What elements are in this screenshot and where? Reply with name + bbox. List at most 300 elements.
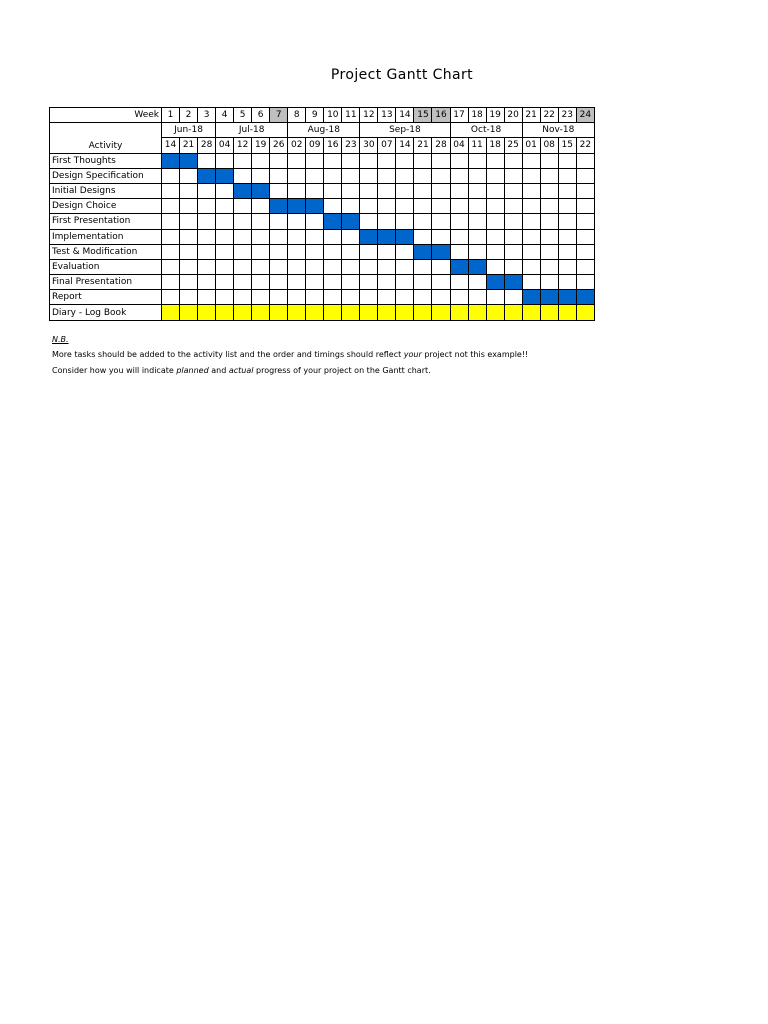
schedule-cell-evaluation-week-12	[360, 259, 378, 274]
month-nov-18: Nov-18	[522, 123, 594, 138]
schedule-cell-initial-designs-week-12	[360, 183, 378, 198]
gantt-bar-diary-log-book-week-22	[540, 305, 558, 320]
schedule-cell-final-presentation-week-24	[576, 275, 594, 290]
schedule-cell-design-specification-week-16	[432, 168, 450, 183]
schedule-cell-final-presentation-week-16	[432, 275, 450, 290]
schedule-cell-implementation-week-2	[180, 229, 198, 244]
chart-title: Project Gantt Chart	[330, 67, 474, 83]
gantt-bar-design-choice-week-7	[270, 199, 288, 214]
schedule-cell-first-thoughts-week-11	[342, 153, 360, 168]
schedule-cell-first-presentation-week-19	[486, 214, 504, 229]
activity-name-report: Report	[50, 290, 162, 305]
week-date-23: 15	[558, 138, 576, 153]
schedule-cell-final-presentation-week-17	[450, 275, 468, 290]
schedule-cell-design-specification-week-18	[468, 168, 486, 183]
week-number-5: 5	[234, 108, 252, 123]
week-date-14: 14	[396, 138, 414, 153]
schedule-cell-first-presentation-week-8	[288, 214, 306, 229]
schedule-cell-design-specification-week-21	[522, 168, 540, 183]
gantt-bar-final-presentation-week-19	[486, 275, 504, 290]
schedule-cell-evaluation-week-8	[288, 259, 306, 274]
schedule-cell-evaluation-week-9	[306, 259, 324, 274]
gantt-bar-diary-log-book-week-7	[270, 305, 288, 320]
schedule-cell-design-choice-week-20	[504, 199, 522, 214]
week-number-24: 24	[576, 108, 594, 123]
schedule-cell-final-presentation-week-1	[162, 275, 180, 290]
schedule-cell-first-thoughts-week-20	[504, 153, 522, 168]
week-number-1: 1	[162, 108, 180, 123]
schedule-cell-first-thoughts-week-8	[288, 153, 306, 168]
schedule-cell-first-presentation-week-4	[216, 214, 234, 229]
week-number-15: 15	[414, 108, 432, 123]
month-jun-18: Jun-18	[162, 123, 216, 138]
schedule-cell-first-thoughts-week-6	[252, 153, 270, 168]
schedule-cell-implementation-week-17	[450, 229, 468, 244]
schedule-cell-first-thoughts-week-19	[486, 153, 504, 168]
week-date-9: 09	[306, 138, 324, 153]
schedule-cell-report-week-11	[342, 290, 360, 305]
schedule-cell-first-presentation-week-15	[414, 214, 432, 229]
schedule-cell-first-presentation-week-12	[360, 214, 378, 229]
schedule-cell-final-presentation-week-15	[414, 275, 432, 290]
schedule-cell-first-presentation-week-23	[558, 214, 576, 229]
schedule-cell-first-thoughts-week-17	[450, 153, 468, 168]
schedule-cell-first-thoughts-week-4	[216, 153, 234, 168]
week-date-13: 07	[378, 138, 396, 153]
week-number-11: 11	[342, 108, 360, 123]
schedule-cell-test-modification-week-14	[396, 244, 414, 259]
note-emphasis: actual	[228, 366, 254, 375]
schedule-cell-design-specification-week-1	[162, 168, 180, 183]
schedule-cell-evaluation-week-13	[378, 259, 396, 274]
schedule-cell-test-modification-week-6	[252, 244, 270, 259]
schedule-cell-design-choice-week-23	[558, 199, 576, 214]
activity-name-design-choice: Design Choice	[50, 199, 162, 214]
schedule-cell-implementation-week-20	[504, 229, 522, 244]
week-date-6: 19	[252, 138, 270, 153]
schedule-cell-first-presentation-week-17	[450, 214, 468, 229]
schedule-cell-implementation-week-22	[540, 229, 558, 244]
schedule-cell-design-choice-week-14	[396, 199, 414, 214]
schedule-cell-final-presentation-week-2	[180, 275, 198, 290]
schedule-cell-test-modification-week-3	[198, 244, 216, 259]
schedule-cell-initial-designs-week-22	[540, 183, 558, 198]
schedule-cell-design-specification-week-13	[378, 168, 396, 183]
schedule-cell-evaluation-week-19	[486, 259, 504, 274]
month-aug-18: Aug-18	[288, 123, 360, 138]
note-line-1	[52, 350, 528, 360]
schedule-cell-report-week-4	[216, 290, 234, 305]
gantt-bar-evaluation-week-17	[450, 259, 468, 274]
schedule-cell-design-specification-week-15	[414, 168, 432, 183]
week-date-18: 11	[468, 138, 486, 153]
activity-row-first-presentation	[50, 214, 595, 229]
schedule-cell-evaluation-week-2	[180, 259, 198, 274]
schedule-cell-test-modification-week-5	[234, 244, 252, 259]
month-oct-18: Oct-18	[450, 123, 522, 138]
schedule-cell-implementation-week-10	[324, 229, 342, 244]
schedule-cell-evaluation-week-23	[558, 259, 576, 274]
schedule-cell-first-presentation-week-5	[234, 214, 252, 229]
schedule-cell-initial-designs-week-9	[306, 183, 324, 198]
activity-row-diary-log-book	[50, 305, 595, 320]
gantt-bar-diary-log-book-week-2	[180, 305, 198, 320]
activity-row-design-choice	[50, 199, 595, 214]
schedule-cell-report-week-6	[252, 290, 270, 305]
activity-name-evaluation: Evaluation	[50, 259, 162, 274]
gantt-bar-final-presentation-week-20	[504, 275, 522, 290]
schedule-cell-report-week-10	[324, 290, 342, 305]
gantt-bar-first-thoughts-week-2	[180, 153, 198, 168]
activity-name-test-modification: Test & Modification	[50, 244, 162, 259]
week-number-18: 18	[468, 108, 486, 123]
gantt-bar-diary-log-book-week-6	[252, 305, 270, 320]
schedule-cell-implementation-week-1	[162, 229, 180, 244]
schedule-cell-first-thoughts-week-23	[558, 153, 576, 168]
activity-name-final-presentation: Final Presentation	[50, 275, 162, 290]
gantt-bar-design-specification-week-3	[198, 168, 216, 183]
schedule-cell-test-modification-week-18	[468, 244, 486, 259]
schedule-cell-implementation-week-24	[576, 229, 594, 244]
schedule-cell-first-thoughts-week-16	[432, 153, 450, 168]
schedule-cell-report-week-20	[504, 290, 522, 305]
schedule-cell-final-presentation-week-22	[540, 275, 558, 290]
schedule-cell-test-modification-week-4	[216, 244, 234, 259]
gantt-bar-design-specification-week-4	[216, 168, 234, 183]
schedule-cell-first-thoughts-week-12	[360, 153, 378, 168]
activity-row-final-presentation	[50, 275, 595, 290]
gantt-bar-diary-log-book-week-16	[432, 305, 450, 320]
week-date-17: 04	[450, 138, 468, 153]
week-number-19: 19	[486, 108, 504, 123]
week-date-16: 28	[432, 138, 450, 153]
gantt-bar-diary-log-book-week-9	[306, 305, 324, 320]
schedule-cell-implementation-week-15	[414, 229, 432, 244]
gantt-bar-diary-log-book-week-4	[216, 305, 234, 320]
schedule-cell-first-thoughts-week-14	[396, 153, 414, 168]
schedule-cell-test-modification-week-9	[306, 244, 324, 259]
schedule-cell-initial-designs-week-8	[288, 183, 306, 198]
schedule-cell-report-week-2	[180, 290, 198, 305]
week-number-20: 20	[504, 108, 522, 123]
week-number-21: 21	[522, 108, 540, 123]
week-number-8: 8	[288, 108, 306, 123]
week-number-16: 16	[432, 108, 450, 123]
schedule-cell-design-choice-week-12	[360, 199, 378, 214]
month-header-row	[50, 123, 595, 138]
schedule-cell-first-thoughts-week-21	[522, 153, 540, 168]
schedule-cell-implementation-week-23	[558, 229, 576, 244]
schedule-cell-evaluation-week-4	[216, 259, 234, 274]
schedule-cell-design-specification-week-23	[558, 168, 576, 183]
gantt-bar-report-week-21	[522, 290, 540, 305]
schedule-cell-evaluation-week-7	[270, 259, 288, 274]
gantt-bar-diary-log-book-week-14	[396, 305, 414, 320]
gantt-bar-diary-log-book-week-24	[576, 305, 594, 320]
schedule-cell-design-choice-week-6	[252, 199, 270, 214]
schedule-cell-test-modification-week-23	[558, 244, 576, 259]
schedule-cell-design-choice-week-13	[378, 199, 396, 214]
week-number-10: 10	[324, 108, 342, 123]
schedule-cell-initial-designs-week-1	[162, 183, 180, 198]
activity-row-report	[50, 290, 595, 305]
gantt-bar-diary-log-book-week-12	[360, 305, 378, 320]
schedule-cell-final-presentation-week-6	[252, 275, 270, 290]
schedule-cell-final-presentation-week-21	[522, 275, 540, 290]
schedule-cell-design-choice-week-17	[450, 199, 468, 214]
schedule-cell-design-choice-week-24	[576, 199, 594, 214]
schedule-cell-implementation-week-16	[432, 229, 450, 244]
week-date-10: 16	[324, 138, 342, 153]
week-date-8: 02	[288, 138, 306, 153]
gantt-bar-initial-designs-week-5	[234, 183, 252, 198]
schedule-cell-report-week-3	[198, 290, 216, 305]
schedule-cell-evaluation-week-22	[540, 259, 558, 274]
week-date-5: 12	[234, 138, 252, 153]
schedule-cell-first-presentation-week-21	[522, 214, 540, 229]
week-date-11: 23	[342, 138, 360, 153]
schedule-cell-design-specification-week-6	[252, 168, 270, 183]
gantt-bar-diary-log-book-week-18	[468, 305, 486, 320]
gantt-bar-report-week-23	[558, 290, 576, 305]
gantt-bar-diary-log-book-week-8	[288, 305, 306, 320]
schedule-cell-test-modification-week-11	[342, 244, 360, 259]
schedule-cell-first-presentation-week-22	[540, 214, 558, 229]
schedule-cell-final-presentation-week-9	[306, 275, 324, 290]
week-date-7: 26	[270, 138, 288, 153]
schedule-cell-first-thoughts-week-7	[270, 153, 288, 168]
schedule-cell-evaluation-week-24	[576, 259, 594, 274]
schedule-cell-test-modification-week-20	[504, 244, 522, 259]
activity-name-diary-log-book: Diary - Log Book	[50, 305, 162, 320]
schedule-cell-final-presentation-week-7	[270, 275, 288, 290]
week-date-1: 14	[162, 138, 180, 153]
schedule-cell-first-presentation-week-16	[432, 214, 450, 229]
month-sep-18: Sep-18	[360, 123, 450, 138]
schedule-cell-implementation-week-21	[522, 229, 540, 244]
schedule-cell-final-presentation-week-10	[324, 275, 342, 290]
schedule-cell-first-presentation-week-3	[198, 214, 216, 229]
schedule-cell-initial-designs-week-21	[522, 183, 540, 198]
schedule-cell-first-thoughts-week-15	[414, 153, 432, 168]
schedule-cell-report-week-12	[360, 290, 378, 305]
schedule-cell-report-week-18	[468, 290, 486, 305]
schedule-cell-initial-designs-week-18	[468, 183, 486, 198]
schedule-cell-test-modification-week-8	[288, 244, 306, 259]
schedule-cell-report-week-8	[288, 290, 306, 305]
activity-name-first-presentation: First Presentation	[50, 214, 162, 229]
week-date-12: 30	[360, 138, 378, 153]
schedule-cell-first-thoughts-week-24	[576, 153, 594, 168]
gantt-bar-report-week-22	[540, 290, 558, 305]
schedule-cell-first-presentation-week-13	[378, 214, 396, 229]
schedule-cell-first-presentation-week-14	[396, 214, 414, 229]
schedule-cell-first-presentation-week-1	[162, 214, 180, 229]
schedule-cell-first-presentation-week-18	[468, 214, 486, 229]
schedule-cell-design-choice-week-4	[216, 199, 234, 214]
schedule-cell-design-specification-week-8	[288, 168, 306, 183]
schedule-cell-first-thoughts-week-5	[234, 153, 252, 168]
gantt-bar-report-week-24	[576, 290, 594, 305]
schedule-cell-evaluation-week-1	[162, 259, 180, 274]
gantt-bar-diary-log-book-week-5	[234, 305, 252, 320]
note-emphasis: planned	[176, 366, 209, 375]
gantt-bar-implementation-week-12	[360, 229, 378, 244]
schedule-cell-design-choice-week-11	[342, 199, 360, 214]
gantt-bar-implementation-week-13	[378, 229, 396, 244]
schedule-cell-design-specification-week-9	[306, 168, 324, 183]
week-number-4: 4	[216, 108, 234, 123]
gantt-bar-diary-log-book-week-3	[198, 305, 216, 320]
week-date-19: 18	[486, 138, 504, 153]
schedule-cell-design-specification-week-20	[504, 168, 522, 183]
schedule-cell-final-presentation-week-11	[342, 275, 360, 290]
schedule-cell-design-choice-week-1	[162, 199, 180, 214]
week-date-3: 28	[198, 138, 216, 153]
schedule-cell-first-thoughts-week-9	[306, 153, 324, 168]
note-text: More tasks should be added to the activity list and the order and timings should reflect	[52, 350, 404, 359]
schedule-cell-design-specification-week-11	[342, 168, 360, 183]
schedule-cell-design-choice-week-21	[522, 199, 540, 214]
week-date-4: 04	[216, 138, 234, 153]
schedule-cell-first-thoughts-week-18	[468, 153, 486, 168]
schedule-cell-design-specification-week-12	[360, 168, 378, 183]
schedule-cell-design-choice-week-18	[468, 199, 486, 214]
schedule-cell-implementation-week-5	[234, 229, 252, 244]
gantt-bar-first-thoughts-week-1	[162, 153, 180, 168]
schedule-cell-final-presentation-week-18	[468, 275, 486, 290]
schedule-cell-test-modification-week-13	[378, 244, 396, 259]
schedule-cell-report-week-13	[378, 290, 396, 305]
gantt-bar-first-presentation-week-11	[342, 214, 360, 229]
schedule-cell-test-modification-week-12	[360, 244, 378, 259]
note-text: project not this example!!	[421, 350, 529, 359]
week-date-21: 01	[522, 138, 540, 153]
schedule-cell-evaluation-week-6	[252, 259, 270, 274]
schedule-cell-implementation-week-6	[252, 229, 270, 244]
month-jul-18: Jul-18	[216, 123, 288, 138]
schedule-cell-first-presentation-week-2	[180, 214, 198, 229]
note-line-2	[52, 366, 431, 376]
schedule-cell-report-week-7	[270, 290, 288, 305]
activity-name-first-thoughts: First Thoughts	[50, 153, 162, 168]
gantt-bar-diary-log-book-week-23	[558, 305, 576, 320]
activity-row-evaluation	[50, 259, 595, 274]
schedule-cell-implementation-week-19	[486, 229, 504, 244]
gantt-table	[49, 107, 595, 321]
schedule-cell-final-presentation-week-13	[378, 275, 396, 290]
schedule-cell-final-presentation-week-4	[216, 275, 234, 290]
schedule-cell-implementation-week-4	[216, 229, 234, 244]
gantt-bar-diary-log-book-week-19	[486, 305, 504, 320]
schedule-cell-design-specification-week-7	[270, 168, 288, 183]
week-date-2: 21	[180, 138, 198, 153]
note-emphasis: your	[403, 350, 422, 359]
schedule-cell-initial-designs-week-19	[486, 183, 504, 198]
schedule-cell-final-presentation-week-23	[558, 275, 576, 290]
schedule-cell-initial-designs-week-7	[270, 183, 288, 198]
schedule-cell-report-week-19	[486, 290, 504, 305]
gantt-bar-test-modification-week-16	[432, 244, 450, 259]
note-text: progress of your project on the Gantt chart.	[253, 366, 431, 375]
schedule-cell-report-week-17	[450, 290, 468, 305]
schedule-cell-implementation-week-3	[198, 229, 216, 244]
gantt-table-body	[50, 108, 595, 321]
schedule-cell-initial-designs-week-17	[450, 183, 468, 198]
activity-row-first-thoughts	[50, 153, 595, 168]
schedule-cell-test-modification-week-17	[450, 244, 468, 259]
week-number-2: 2	[180, 108, 198, 123]
schedule-cell-design-choice-week-2	[180, 199, 198, 214]
schedule-cell-evaluation-week-10	[324, 259, 342, 274]
gantt-bar-diary-log-book-week-17	[450, 305, 468, 320]
schedule-cell-design-choice-week-19	[486, 199, 504, 214]
schedule-cell-test-modification-week-21	[522, 244, 540, 259]
week-date-22: 08	[540, 138, 558, 153]
schedule-cell-test-modification-week-22	[540, 244, 558, 259]
schedule-cell-implementation-week-9	[306, 229, 324, 244]
schedule-cell-report-week-9	[306, 290, 324, 305]
gantt-bar-design-choice-week-9	[306, 199, 324, 214]
notes-heading: N.B.	[52, 335, 69, 344]
note-text: Consider how you will indicate	[52, 366, 177, 375]
week-number-9: 9	[306, 108, 324, 123]
week-number-23: 23	[558, 108, 576, 123]
schedule-cell-first-thoughts-week-10	[324, 153, 342, 168]
week-date-20: 25	[504, 138, 522, 153]
schedule-cell-design-specification-week-5	[234, 168, 252, 183]
schedule-cell-test-modification-week-19	[486, 244, 504, 259]
schedule-cell-design-specification-week-17	[450, 168, 468, 183]
schedule-cell-implementation-week-8	[288, 229, 306, 244]
schedule-cell-report-week-16	[432, 290, 450, 305]
schedule-cell-final-presentation-week-3	[198, 275, 216, 290]
gantt-bar-diary-log-book-week-11	[342, 305, 360, 320]
schedule-cell-design-specification-week-10	[324, 168, 342, 183]
gantt-bar-first-presentation-week-10	[324, 214, 342, 229]
schedule-cell-test-modification-week-24	[576, 244, 594, 259]
schedule-cell-evaluation-week-15	[414, 259, 432, 274]
schedule-cell-design-specification-week-19	[486, 168, 504, 183]
schedule-cell-design-specification-week-14	[396, 168, 414, 183]
schedule-cell-evaluation-week-11	[342, 259, 360, 274]
schedule-cell-first-presentation-week-6	[252, 214, 270, 229]
schedule-cell-design-specification-week-2	[180, 168, 198, 183]
schedule-cell-implementation-week-18	[468, 229, 486, 244]
week-number-13: 13	[378, 108, 396, 123]
schedule-cell-initial-designs-week-15	[414, 183, 432, 198]
schedule-cell-final-presentation-week-12	[360, 275, 378, 290]
schedule-cell-design-choice-week-22	[540, 199, 558, 214]
schedule-cell-design-choice-week-15	[414, 199, 432, 214]
schedule-cell-initial-designs-week-16	[432, 183, 450, 198]
schedule-cell-test-modification-week-7	[270, 244, 288, 259]
week-number-7: 7	[270, 108, 288, 123]
gantt-bar-initial-designs-week-6	[252, 183, 270, 198]
schedule-cell-report-week-1	[162, 290, 180, 305]
week-number-14: 14	[396, 108, 414, 123]
schedule-cell-first-thoughts-week-22	[540, 153, 558, 168]
schedule-cell-report-week-15	[414, 290, 432, 305]
week-label: Week	[50, 108, 162, 123]
schedule-cell-evaluation-week-14	[396, 259, 414, 274]
schedule-cell-design-choice-week-3	[198, 199, 216, 214]
gantt-bar-implementation-week-14	[396, 229, 414, 244]
schedule-cell-evaluation-week-5	[234, 259, 252, 274]
schedule-cell-design-choice-week-10	[324, 199, 342, 214]
week-number-3: 3	[198, 108, 216, 123]
schedule-cell-initial-designs-week-2	[180, 183, 198, 198]
